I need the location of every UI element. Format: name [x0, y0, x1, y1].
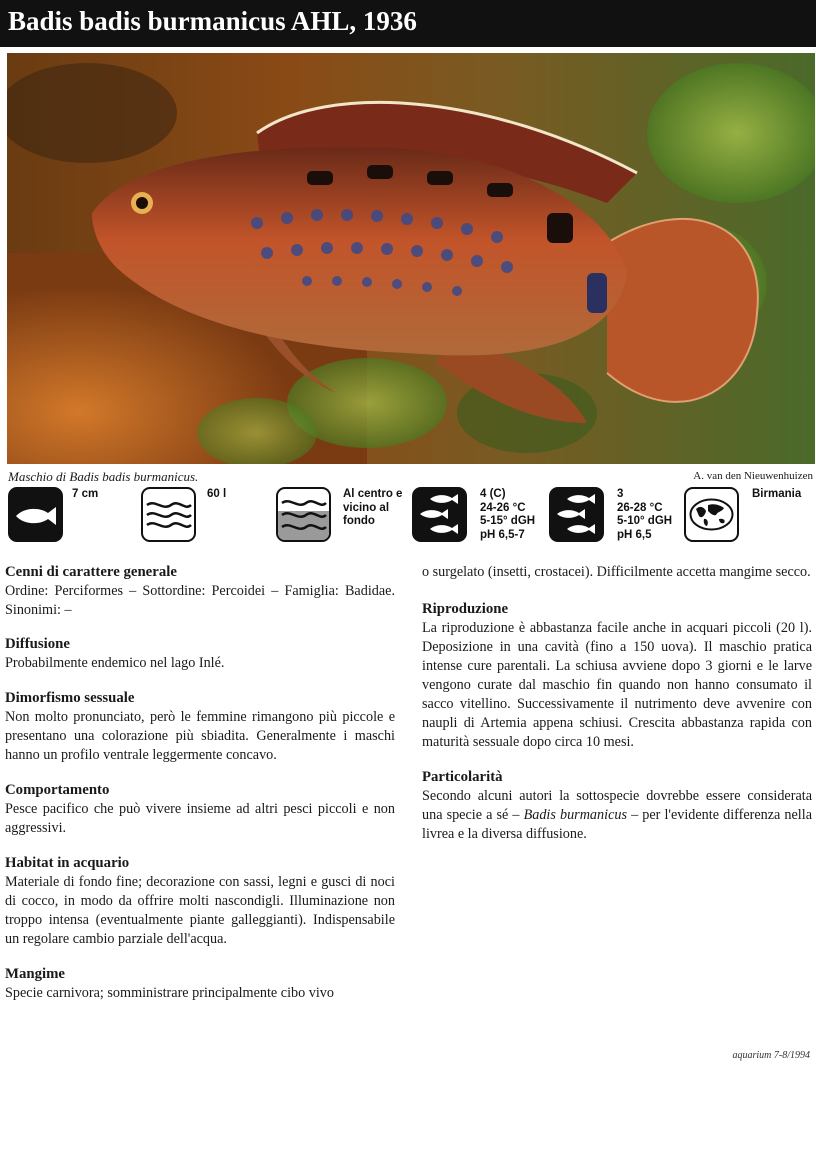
text-diffusion: Probabilmente endemico nel lago Inlé.: [5, 655, 225, 671]
fish-illustration: [7, 53, 815, 464]
fish-size-icon: [8, 487, 63, 542]
heading-behaviour: Comportamento: [5, 782, 110, 798]
text-behaviour: Pesce pacifico che può vivere insieme ad altri pesci piccoli e non aggressivi.: [5, 801, 395, 836]
swim-zone-icon: [276, 487, 331, 542]
swim-zone-text: Al centro e vicino al fondo: [343, 488, 403, 527]
heading-food: Mangime: [5, 966, 65, 982]
world-map-icon: [684, 487, 739, 542]
text-particular-pre: Secondo alcuni autori la sottospecie dovrebbe essere considerata una specie a sé –: [422, 788, 812, 823]
text-particular-post: – per l'evidente differenza nella livrea e la diversa diffusione.: [422, 807, 812, 842]
photo-caption: Maschio di Badis badis burmanicus.: [8, 469, 199, 484]
page-title: Badis badis burmanicus AHL, 1936: [8, 6, 417, 36]
text-general: Ordine: Perciformes – Sottordine: Percoidei – Famiglia: Badidae. Sinonimi: –: [5, 583, 395, 618]
region-text: Birmania: [752, 488, 802, 500]
fish-size-text: 7 cm: [72, 488, 99, 500]
text-habitat: Materiale di fondo fine; decorazione con sassi, legni e gusci di noci di cocco, in modo da offrire molti nascondigli. Illuminazione non troppo intensa (eventualmente piante galleggianti). Indispensabile un regolare cambio parziale dell'acqua.: [5, 874, 395, 947]
photo-credit: A. van den Nieuwenhuizen: [693, 470, 813, 482]
left-column: [5, 563, 395, 1019]
title-bar: [0, 0, 816, 47]
text-food-end: o surgelato (insetti, crostacei). Difficilmente accetta mangime secco.: [422, 564, 811, 580]
heading-reproduction: Riproduzione: [422, 601, 509, 617]
heading-diffusion: Diffusione: [5, 636, 70, 652]
heading-particular: Particolarità: [422, 769, 503, 785]
fish-photo: [7, 53, 815, 464]
tank-volume-text: 60 l: [207, 488, 227, 500]
page-footer: aquarium 7-8/1994: [732, 1050, 810, 1061]
heading-habitat: Habitat in acquario: [5, 855, 130, 871]
heading-dimorphism: Dimorfismo sessuale: [5, 690, 135, 706]
breeding-parameters-icon: [549, 487, 604, 542]
tank-volume-icon: [141, 487, 196, 542]
text-particular: [422, 787, 812, 844]
text-reproduction: La riproduzione è abbastanza facile anche in acquari piccoli (20 l). Deposizione in una cavità (fino a 150 uova). Il maschio pratica intense cure parentali. La schiusa avviene dopo 3 giorni e le larve vengono curate dal maschio fin quando non hanno consumato il sacco vitellino. Successivamente il nutrimento deve avvenire con naupli di Artemia appena schiusi. Crescita abbastanza rapida con maturità sessuale dopo circa 10 mesi.: [422, 620, 812, 750]
text-dimorphism: Non molto pronunciato, però le femmine rimangono più piccole e presentano una colorazione più sbiadita. Generalmente i maschi hanno un profilo ventrale leggermente concavo.: [5, 709, 395, 763]
breeding-parameters-text: 3 26-28 °C 5-10° dGH pH 6,5: [617, 488, 673, 541]
water-parameters-icon: [412, 487, 467, 542]
info-icon-row: [0, 487, 816, 547]
right-column: [422, 563, 812, 860]
water-parameters-text: 4 (C) 24-26 °C 5-15° dGH pH 6,5-7: [480, 488, 536, 541]
text-food-start: Specie carnivora; somministrare principalmente cibo vivo: [5, 985, 334, 1001]
heading-general: Cenni di carattere generale: [5, 564, 177, 580]
text-particular-species: Badis burmanicus: [523, 807, 627, 823]
